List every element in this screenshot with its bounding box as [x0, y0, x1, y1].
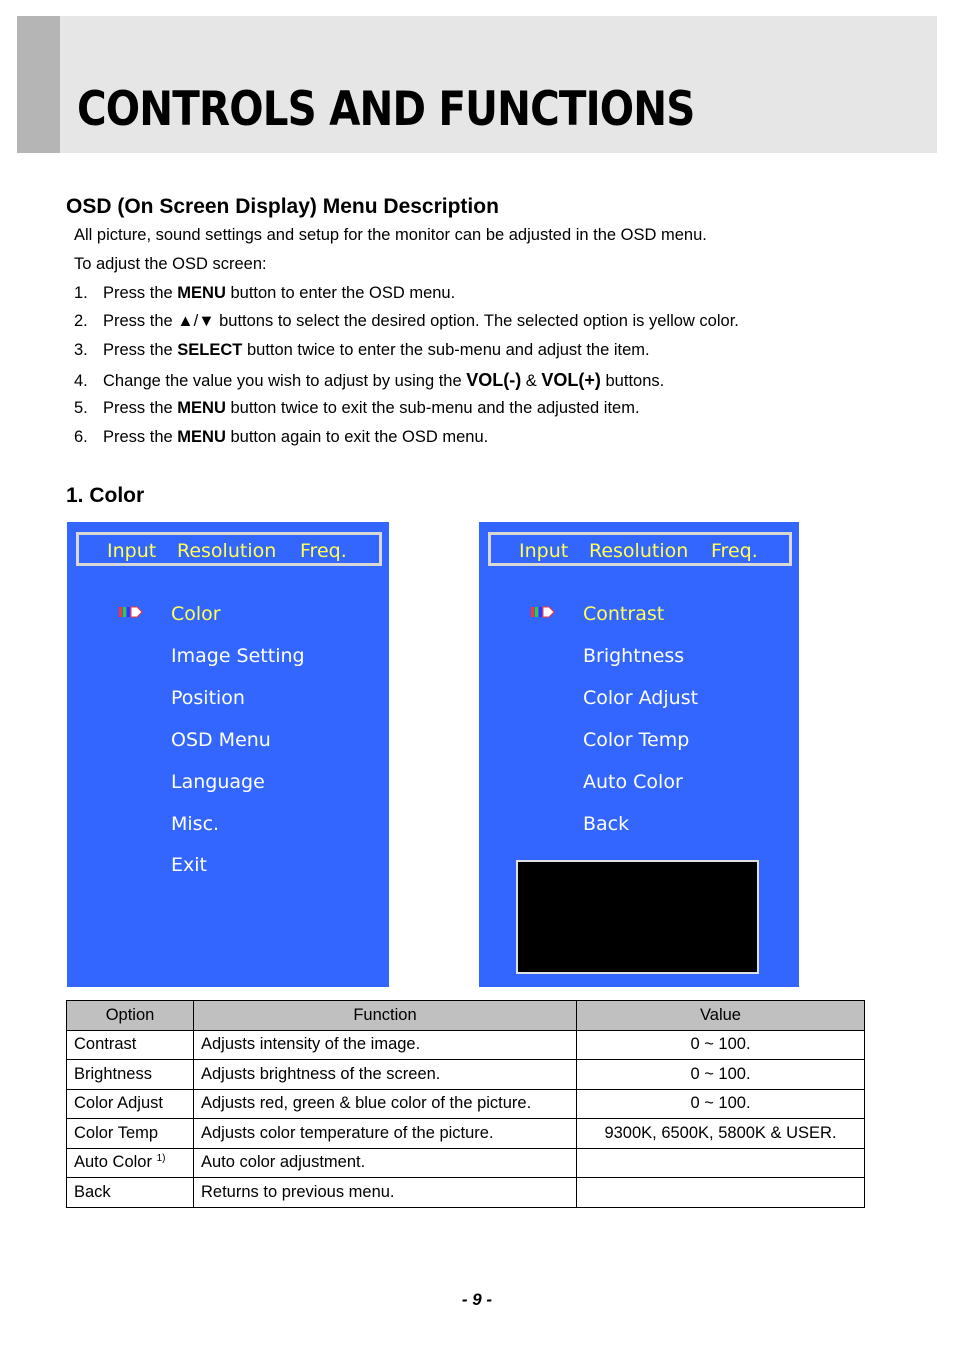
value-cell: 9300K, 6500K, 5800K & USER. [577, 1119, 865, 1149]
step-text: Press the [103, 284, 178, 302]
step-text: Press the [103, 341, 178, 359]
value-cell: 0 ~ 100. [577, 1030, 865, 1060]
function-cell: Adjusts intensity of the image. [194, 1030, 577, 1060]
footnote-marker: 1) [156, 1153, 166, 1165]
function-cell: Returns to previous menu. [194, 1178, 577, 1208]
osd-topbar-freq: Freq. [711, 540, 758, 562]
osd-submenu-item-color-temp: Color Temp [583, 729, 690, 751]
option-cell: Brightness [67, 1060, 194, 1090]
table-row [67, 1089, 865, 1119]
step-number: 6. [74, 428, 88, 446]
osd-submenu-item-contrast: Contrast [583, 603, 665, 625]
table-row [67, 1060, 865, 1090]
function-cell: Adjusts color temperature of the picture. [194, 1119, 577, 1149]
step-item [74, 428, 488, 447]
column-header-option: Option [67, 1001, 194, 1031]
step-item [74, 399, 640, 418]
osd-topbar-resolution: Resolution [589, 540, 689, 562]
column-header-value: Value [577, 1001, 865, 1031]
step-number: 4. [74, 372, 88, 390]
step-keyword: VOL(-) [466, 370, 522, 390]
step-text: button to enter the OSD menu. [225, 284, 456, 302]
step-number: 1. [74, 284, 88, 302]
step-keyword: SELECT [177, 341, 243, 359]
osd-topbar [488, 532, 792, 566]
step-text: button twice to exit the sub-menu and the adjusted item. [225, 399, 640, 417]
page-title: CONTROLS AND FUNCTIONS [77, 82, 695, 137]
step-text: Press the [103, 428, 178, 446]
step-item [74, 341, 650, 360]
osd-menu-item-color: Color [171, 603, 221, 625]
step-text: button twice to enter the sub-menu and adjust the item. [242, 341, 650, 359]
osd-lead-text: To adjust the OSD screen: [74, 255, 267, 273]
option-cell: Color Temp [67, 1119, 194, 1149]
step-item [74, 312, 739, 331]
header-tab-decoration [17, 16, 60, 153]
table-row [67, 1148, 865, 1178]
step-number: 2. [74, 312, 88, 330]
osd-topbar-resolution: Resolution [177, 540, 277, 562]
color-section-title: 1. Color [66, 484, 145, 507]
option-cell [67, 1148, 194, 1178]
step-item [74, 284, 455, 303]
osd-main-menu-screenshot [67, 522, 389, 987]
option-cell: Contrast [67, 1030, 194, 1060]
step-text: buttons. [600, 372, 665, 390]
osd-menu-item-image-setting: Image Setting [171, 645, 305, 667]
option-cell: Back [67, 1178, 194, 1208]
table-row [67, 1178, 865, 1208]
table-row [67, 1030, 865, 1060]
osd-menu-item-language: Language [171, 771, 265, 793]
osd-submenu-item-brightness: Brightness [583, 645, 685, 667]
value-cell: 0 ~ 100. [577, 1089, 865, 1119]
option-label: Auto Color [74, 1153, 152, 1172]
step-text: Press the [103, 399, 178, 417]
osd-cursor-icon [529, 605, 555, 619]
step-number: 3. [74, 341, 88, 359]
function-cell: Auto color adjustment. [194, 1148, 577, 1178]
osd-submenu-item-color-adjust: Color Adjust [583, 687, 699, 709]
osd-topbar-freq: Freq. [300, 540, 347, 562]
value-cell [577, 1178, 865, 1208]
table-header-row [67, 1001, 865, 1031]
osd-menu-item-misc: Misc. [171, 813, 220, 835]
osd-menu-item-osd-menu: OSD Menu [171, 729, 271, 751]
osd-intro-text: All picture, sound settings and setup for the monitor can be adjusted in the OSD menu. [74, 226, 707, 244]
osd-menu-item-exit: Exit [171, 854, 207, 876]
osd-preview-box [516, 860, 759, 974]
step-text: Press the ▲/▼ buttons to select the desired option. The selected option is yellow color. [103, 312, 739, 330]
step-keyword: MENU [177, 428, 226, 446]
step-text: button again to exit the OSD menu. [225, 428, 489, 446]
step-keyword: MENU [177, 284, 226, 302]
step-keyword: VOL(+) [541, 370, 601, 390]
osd-submenu-item-auto-color: Auto Color [583, 771, 683, 793]
step-item [74, 370, 664, 391]
column-header-function: Function [194, 1001, 577, 1031]
color-options-table [66, 1000, 865, 1208]
function-cell: Adjusts brightness of the screen. [194, 1060, 577, 1090]
step-keyword: MENU [177, 399, 226, 417]
page-number: - 9 - [461, 1290, 493, 1309]
value-cell [577, 1148, 865, 1178]
step-text: & [521, 372, 542, 390]
option-cell: Color Adjust [67, 1089, 194, 1119]
step-text: Change the value you wish to adjust by using the [103, 372, 467, 390]
table-row [67, 1119, 865, 1149]
osd-topbar [76, 532, 382, 566]
osd-topbar-input: Input [519, 540, 569, 562]
value-cell: 0 ~ 100. [577, 1060, 865, 1090]
osd-topbar-input: Input [107, 540, 157, 562]
step-number: 5. [74, 399, 88, 417]
osd-cursor-icon [117, 605, 143, 619]
function-cell: Adjusts red, green & blue color of the picture. [194, 1089, 577, 1119]
osd-menu-item-position: Position [171, 687, 245, 709]
osd-submenu-item-back: Back [583, 813, 630, 835]
osd-section-title: OSD (On Screen Display) Menu Description [66, 195, 499, 218]
osd-color-submenu-screenshot [479, 522, 799, 987]
